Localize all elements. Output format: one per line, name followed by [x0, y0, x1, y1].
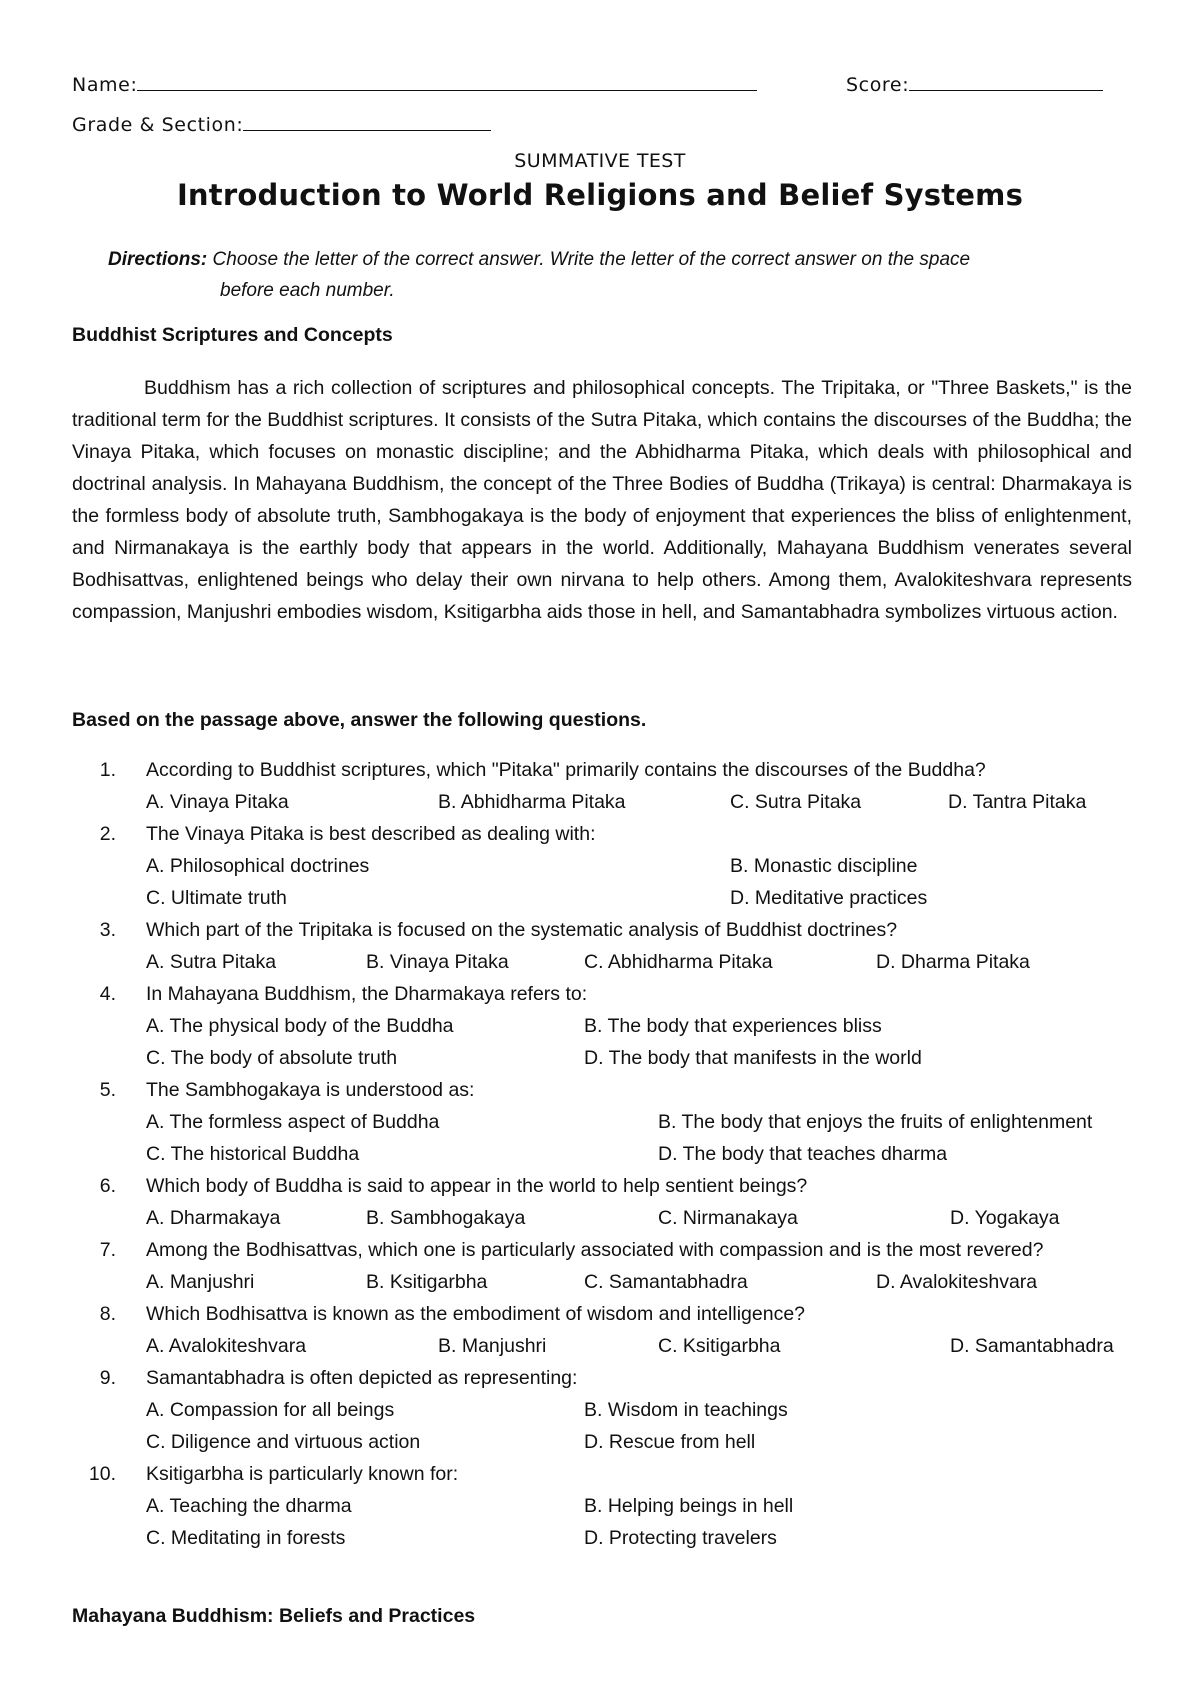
- answer-option-c: C. Ultimate truth: [146, 887, 287, 909]
- question-number: 8.: [99, 1303, 116, 1325]
- answer-option-d: D. Avalokiteshvara: [876, 1271, 1038, 1293]
- answer-option-b: B. Ksitigarbha: [366, 1271, 488, 1293]
- answer-option-a: A. Vinaya Pitaka: [146, 791, 289, 813]
- question-list: [72, 754, 1138, 1554]
- question-text: Among the Bodhisattvas, which one is particularly associated with compassion and is the most revered?: [146, 1239, 1044, 1261]
- question-item: [72, 1458, 1138, 1554]
- answer-option-b: B. The body that enjoys the fruits of enlightenment: [658, 1111, 1093, 1133]
- question-text: The Vinaya Pitaka is best described as dealing with:: [146, 823, 596, 845]
- answer-option-a: A. Compassion for all beings: [146, 1399, 395, 1421]
- answer-option-b: B. Helping beings in hell: [584, 1495, 794, 1517]
- answer-options: [146, 786, 1138, 818]
- section-heading-scriptures: Buddhist Scriptures and Concepts: [72, 324, 393, 346]
- answer-option-a: A. Sutra Pitaka: [146, 951, 277, 973]
- question-text: The Sambhogakaya is understood as:: [146, 1079, 475, 1101]
- name-field: [72, 72, 757, 96]
- answer-option-d: D. Protecting travelers: [584, 1527, 777, 1549]
- answer-option-b: B. Wisdom in teachings: [584, 1399, 788, 1421]
- answer-option-d: D. The body that teaches dharma: [658, 1143, 948, 1165]
- answer-option-a: A. The physical body of the Buddha: [146, 1015, 454, 1037]
- question-text: According to Buddhist scriptures, which "Pitaka" primarily contains the discourses of the Buddha?: [146, 759, 986, 781]
- question-item: [72, 978, 1138, 1074]
- reading-passage: Buddhism has a rich collection of scriptures and philosophical concepts. The Tripitaka, or "Three Baskets," is the traditional term for the Buddhist scriptures. It consists of the Sutra Pitaka, which contains the discourses of the Buddha; the Vinaya Pitaka, which focuses on monastic discipline; and the Abhidharma Pitaka, which deals with philosophical and doctrinal analysis. In Mahayana Buddhism, the concept of the Three Bodies of Buddha (Trikaya) is central: Dharmakaya is the formless body of absolute truth, Sambhogakaya is the body of enjoyment that experiences the bliss of enlightenment, and Nirmanakaya is the earthly body that appears in the world. Additionally, Mahayana Buddhism venerates several Bodhisattvas, enlightened beings who delay their own nirvana to help others. Among them, Avalokiteshvara represents compassion, Manjushri embodies wisdom, Ksitigarbha aids those in hell, and Samantabhadra symbolizes virtuous action.: [72, 377, 1132, 623]
- answer-option-a: A. Avalokiteshvara: [146, 1335, 307, 1357]
- answer-option-d: D. Meditative practices: [730, 887, 928, 909]
- answer-options: [146, 946, 1138, 978]
- answer-options: [146, 1010, 1138, 1074]
- score-field: [846, 72, 1103, 96]
- question-number: 9.: [99, 1367, 116, 1389]
- answer-option-c: C. Nirmanakaya: [658, 1207, 798, 1229]
- question-number: 5.: [99, 1079, 116, 1101]
- question-number: 10.: [88, 1463, 116, 1485]
- answer-option-b: B. Abhidharma Pitaka: [438, 791, 626, 813]
- answer-option-b: B. Manjushri: [438, 1335, 547, 1357]
- answer-option-b: B. Monastic discipline: [730, 855, 918, 877]
- question-item: [72, 1298, 1138, 1362]
- answer-option-d: D. Dharma Pitaka: [876, 951, 1030, 973]
- answer-option-a: A. Philosophical doctrines: [146, 855, 370, 877]
- directions: [108, 244, 1138, 306]
- answer-options: [146, 850, 1138, 914]
- answer-options: [146, 1106, 1138, 1170]
- question-text: Which body of Buddha is said to appear in the world to help sentient beings?: [146, 1175, 808, 1197]
- answer-option-d: D. Tantra Pitaka: [948, 791, 1087, 813]
- question-number: 6.: [99, 1175, 116, 1197]
- answer-options: [146, 1490, 1138, 1554]
- answer-options: [146, 1330, 1138, 1362]
- name-label: Name:: [72, 74, 138, 96]
- answer-options: [146, 1202, 1138, 1234]
- question-item: [72, 818, 1138, 914]
- answer-option-d: D. Samantabhadra: [950, 1335, 1114, 1357]
- questions-heading: Based on the passage above, answer the following questions.: [72, 709, 647, 731]
- answer-option-b: B. Sambhogakaya: [366, 1207, 526, 1229]
- answer-option-c: C. Sutra Pitaka: [730, 791, 862, 813]
- question-text: Which part of the Tripitaka is focused on the systematic analysis of Buddhist doctrines?: [146, 919, 898, 941]
- answer-option-c: C. Ksitigarbha: [658, 1335, 781, 1357]
- answer-option-d: D. The body that manifests in the world: [584, 1047, 922, 1069]
- test-subtitle: SUMMATIVE TEST: [514, 150, 686, 172]
- score-blank[interactable]: [909, 72, 1103, 91]
- answer-option-c: C. Samantabhadra: [584, 1271, 748, 1293]
- answer-option-c: C. The body of absolute truth: [146, 1047, 398, 1069]
- answer-options: [146, 1266, 1138, 1298]
- question-number: 1.: [99, 759, 116, 781]
- question-item: [72, 1234, 1138, 1298]
- question-text: Ksitigarbha is particularly known for:: [146, 1463, 459, 1485]
- answer-option-c: C. The historical Buddha: [146, 1143, 360, 1165]
- answer-option-c: C. Meditating in forests: [146, 1527, 346, 1549]
- question-item: [72, 1170, 1138, 1234]
- grade-section-label: Grade & Section:: [72, 114, 244, 136]
- question-text: Samantabhadra is often depicted as representing:: [146, 1367, 578, 1389]
- answer-option-d: D. Rescue from hell: [584, 1431, 756, 1453]
- answer-option-b: B. The body that experiences bliss: [584, 1015, 882, 1037]
- answer-option-a: A. Dharmakaya: [146, 1207, 281, 1229]
- grade-section-blank[interactable]: [243, 112, 491, 131]
- test-title: Introduction to World Religions and Belief Systems: [176, 178, 1024, 212]
- question-number: 4.: [99, 983, 116, 1005]
- question-number: 2.: [99, 823, 116, 845]
- section-heading-mahayana: Mahayana Buddhism: Beliefs and Practices: [72, 1605, 476, 1627]
- answer-option-c: C. Diligence and virtuous action: [146, 1431, 421, 1453]
- answer-option-b: B. Vinaya Pitaka: [366, 951, 509, 973]
- directions-text-2: before each number.: [220, 280, 395, 301]
- question-number: 3.: [99, 919, 116, 941]
- question-number: 7.: [99, 1239, 116, 1261]
- answer-option-a: A. Manjushri: [146, 1271, 255, 1293]
- directions-label: Directions:: [108, 249, 208, 270]
- grade-section-field: [72, 112, 491, 136]
- answer-option-a: A. The formless aspect of Buddha: [146, 1111, 440, 1133]
- directions-text-1: Choose the letter of the correct answer. Write the letter of the correct answer on the space: [212, 249, 971, 270]
- question-item: [72, 754, 1138, 818]
- question-item: [72, 1074, 1138, 1170]
- name-blank[interactable]: [137, 72, 757, 91]
- question-text: In Mahayana Buddhism, the Dharmakaya refers to:: [146, 983, 588, 1005]
- question-item: [72, 1362, 1138, 1458]
- answer-option-d: D. Yogakaya: [950, 1207, 1060, 1229]
- question-text: Which Bodhisattva is known as the embodiment of wisdom and intelligence?: [146, 1303, 806, 1325]
- answer-options: [146, 1394, 1138, 1458]
- score-label: Score:: [846, 74, 910, 96]
- question-item: [72, 914, 1138, 978]
- answer-option-a: A. Teaching the dharma: [146, 1495, 352, 1517]
- answer-option-c: C. Abhidharma Pitaka: [584, 951, 773, 973]
